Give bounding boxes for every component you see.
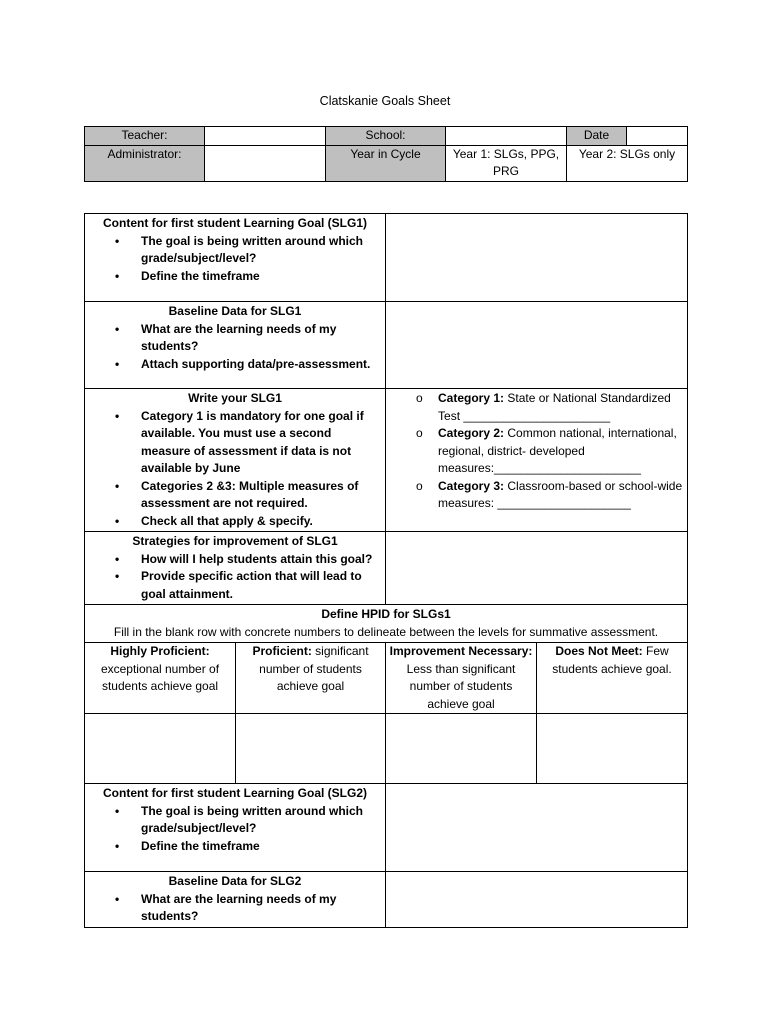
list-item: • Check all that apply & specify. xyxy=(89,513,381,531)
hpid-header-row xyxy=(85,605,688,643)
administrator-label: Administrator: xyxy=(85,145,205,181)
slg2-baseline-heading: Baseline Data for SLG2 xyxy=(168,874,302,888)
slg1-baseline-heading: Baseline Data for SLG1 xyxy=(168,304,302,318)
teacher-field[interactable] xyxy=(205,127,326,146)
level-improvement-necessary: Improvement Necessary: Less than significant number of students achieve goal xyxy=(386,643,537,714)
list-item: • The goal is being written around which grade/subject/level? xyxy=(89,803,381,838)
slg1-strategies-row xyxy=(85,532,688,605)
list-item: • Define the timeframe xyxy=(89,838,381,856)
goals-table xyxy=(84,213,688,928)
slg1-write-prompt xyxy=(85,389,386,532)
category-3-option[interactable]: o Category 3: Classroom-based or school-wide measures: ____________________ xyxy=(390,478,683,513)
list-item: • Attach supporting data/pre-assessment. xyxy=(89,356,381,374)
proficient-field[interactable] xyxy=(236,714,386,784)
date-label: Date xyxy=(567,127,627,146)
slg1-content-prompt xyxy=(85,214,386,302)
slg1-baseline-row xyxy=(85,302,688,389)
slg1-content-answer[interactable] xyxy=(386,214,688,302)
slg2-baseline-answer[interactable] xyxy=(386,872,688,928)
school-field[interactable] xyxy=(446,127,567,146)
hpid-levels-row xyxy=(85,643,688,714)
list-item: • What are the learning needs of my students? xyxy=(89,321,381,356)
slg2-content-heading: Content for first student Learning Goal (SLG2) xyxy=(103,786,367,800)
slg2-content-answer[interactable] xyxy=(386,784,688,872)
category-2-option[interactable]: o Category 2: Common national, international, regional, district- developed measures:______________________ xyxy=(390,425,683,478)
level-does-not-meet: Does Not Meet: Few students achieve goal. xyxy=(537,643,688,714)
highly-proficient-field[interactable] xyxy=(85,714,236,784)
slg1-strategies-heading: Strategies for improvement of SLG1 xyxy=(132,534,338,548)
year1-option[interactable]: Year 1: SLGs, PPG, PRG xyxy=(446,145,567,181)
slg2-content-row xyxy=(85,784,688,872)
level-proficient: Proficient: significant number of students achieve goal xyxy=(236,643,386,714)
hpid-instruction: Fill in the blank row with concrete numbers to delineate between the levels for summative assessment. xyxy=(113,624,659,639)
school-label: School: xyxy=(326,127,446,146)
header-table xyxy=(84,126,688,182)
slg1-baseline-prompt xyxy=(85,302,386,389)
slg1-content-row xyxy=(85,214,688,302)
date-field[interactable] xyxy=(627,127,688,146)
slg2-content-prompt xyxy=(85,784,386,872)
hpid-heading: Define HPID for SLGs1 xyxy=(321,607,451,621)
slg1-baseline-answer[interactable] xyxy=(386,302,688,389)
list-item: • How will I help students attain this goal? xyxy=(89,551,381,569)
list-item: • Categories 2 &3: Multiple measures of assessment are not required. xyxy=(89,478,381,513)
does-not-meet-field[interactable] xyxy=(537,714,688,784)
list-item: • Provide specific action that will lead to goal attainment. xyxy=(89,568,381,603)
slg2-baseline-prompt xyxy=(85,872,386,928)
slg1-write-heading: Write your SLG1 xyxy=(188,391,282,405)
list-item: • The goal is being written around which grade/subject/level? xyxy=(89,233,381,268)
teacher-label: Teacher: xyxy=(85,127,205,146)
slg1-strategies-prompt xyxy=(85,532,386,605)
category-1-option[interactable]: o Category 1: State or National Standardized Test ______________________ xyxy=(390,390,683,425)
slg2-baseline-row xyxy=(85,872,688,928)
hpid-header xyxy=(85,605,688,643)
list-item: • Category 1 is mandatory for one goal if available. You must use a second measure of assessment if data is not available by June xyxy=(89,408,381,478)
level-highly-proficient: Highly Proficient: exceptional number of students achieve goal xyxy=(85,643,236,714)
hpid-blank-row xyxy=(85,714,688,784)
slg1-content-heading: Content for first student Learning Goal (SLG1) xyxy=(103,216,367,230)
slg1-strategies-answer[interactable] xyxy=(386,532,688,605)
list-item: • Define the timeframe xyxy=(89,268,381,286)
slg1-category-options[interactable] xyxy=(386,389,688,532)
year-in-cycle-label: Year in Cycle xyxy=(326,145,446,181)
administrator-field[interactable] xyxy=(205,145,326,181)
list-item: • What are the learning needs of my students? xyxy=(89,891,381,926)
year2-option[interactable]: Year 2: SLGs only xyxy=(567,145,688,181)
document-title: Clatskanie Goals Sheet xyxy=(319,94,451,108)
improvement-necessary-field[interactable] xyxy=(386,714,537,784)
slg1-write-row xyxy=(85,389,688,532)
